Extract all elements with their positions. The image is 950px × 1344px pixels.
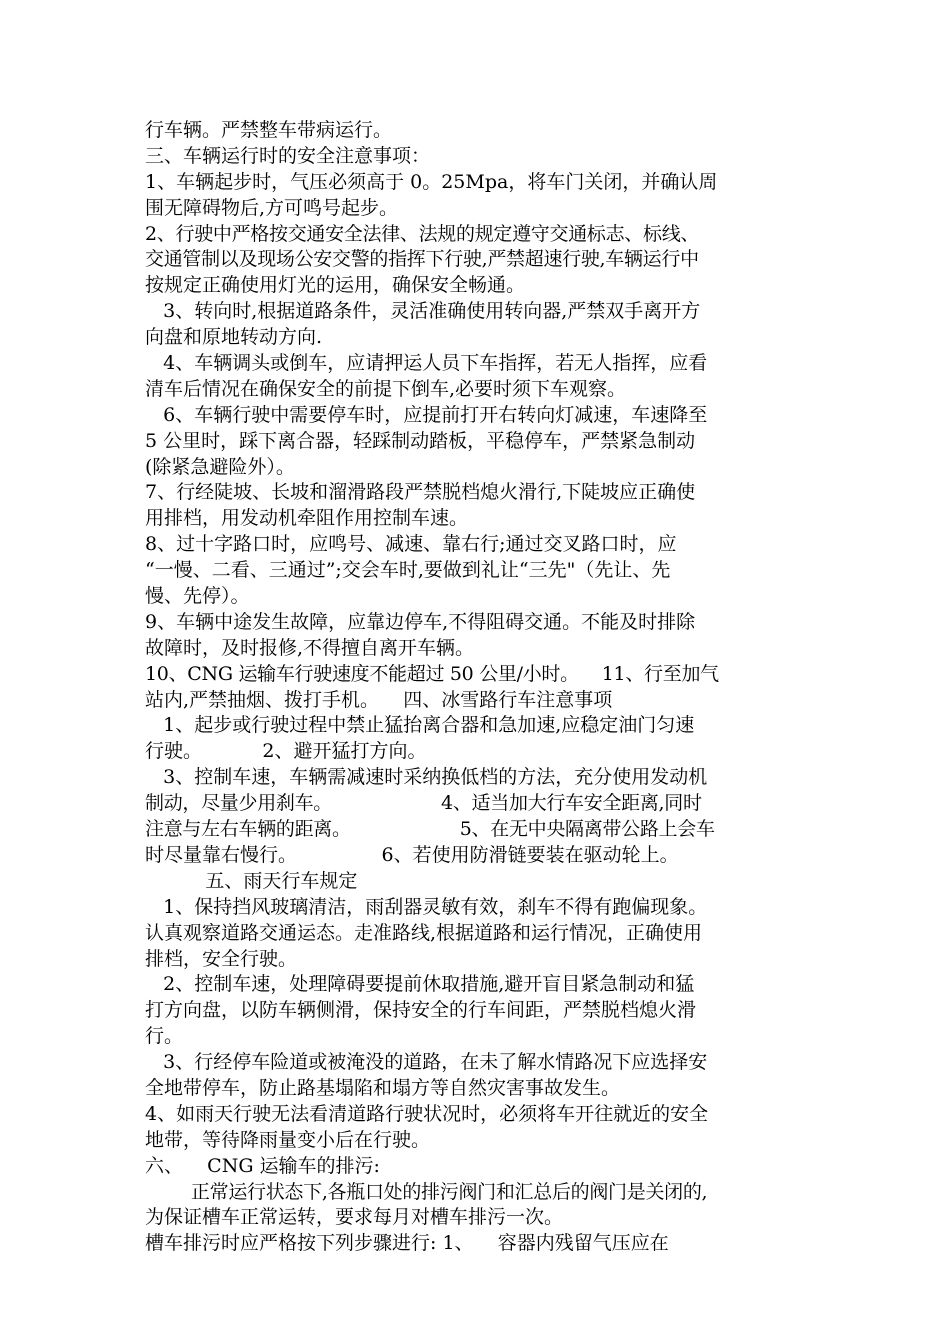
document-body — [145, 118, 810, 1257]
text-line: 向盘和原地转动方向. — [145, 326, 323, 349]
text-line: 9、车辆中途发生故障，应靠边停车,不得阻碍交通。不能及时排除 — [145, 610, 696, 633]
text-line: 时尽量靠右慢行。 6、若使用防滑链要装在驱动轮上。 — [145, 843, 679, 866]
text-line: 7、行经陡坡、长坡和溜滑路段严禁脱档熄火滑行,下陡坡应正确使 — [145, 481, 696, 504]
text-line: 4、如雨天行驶无法看清道路行驶状况时，必须将车开往就近的安全 — [145, 1102, 709, 1125]
text-line: 慢、先停）。 — [145, 585, 250, 608]
text-line: 按规定正确使用灯光的运用，确保安全畅通。 — [145, 274, 526, 297]
text-line: 站内,严禁抽烟、拨打手机。 四、冰雪路行车注意事项 — [145, 688, 613, 711]
text-line: 地带，等待降雨量变小后在行驶。 — [145, 1128, 431, 1151]
text-line: 制动，尽量少用刹车。 4、适当加大行车安全距离,同时 — [145, 792, 702, 815]
text-line: 全地带停车，防止路基塌陷和塌方等自然灾害事故发生。 — [145, 1076, 621, 1099]
text-line: 10、CNG 运输车行驶速度不能超过 50 公里/小时。 11、行至加气 — [145, 662, 719, 685]
text-line: 5 公里时，踩下离合器，轻踩制动踏板，平稳停车，严禁紧急制动 — [145, 429, 696, 452]
text-line: (除紧急避险外）。 — [145, 455, 295, 478]
text-line: 3、控制车速，车辆需减速时采纳换低档的方法，充分使用发动机 — [145, 766, 708, 789]
text-line: 行。 — [145, 1025, 184, 1048]
section-heading: 六、 CNG 运输车的排污: — [145, 1154, 380, 1177]
text-line: 认真观察道路交通运态。走准路线,根据道路和运行情况，正确使用 — [145, 921, 703, 944]
text-line: 槽车排污时应严格按下列步骤进行: 1、 容器内残留气压应在 — [145, 1232, 669, 1255]
text-line: 3、行经停车险道或被淹没的道路，在未了解水情路况下应选择安 — [145, 1051, 708, 1074]
text-line: 正常运行状态下,各瓶口处的排污阀门和汇总后的阀门是关闭的, — [145, 1180, 708, 1203]
text-line: “一慢、二看、三通过”;交会车时,要做到礼让“三先"（先让、先 — [145, 559, 671, 582]
text-line: 清车后情况在确保安全的前提下倒车,必要时须下车观察。 — [145, 377, 627, 400]
text-line: 1、保持挡风玻璃清洁，雨刮器灵敏有效，刹车不得有跑偏现象。 — [145, 895, 708, 918]
text-line: 行车辆。严禁整车带病运行。 — [145, 119, 393, 141]
text-line: 2、行驶中严格按交通安全法律、法规的规定遵守交通标志、标线、 — [145, 222, 700, 245]
text-line: 注意与左右车辆的距离。 5、在无中央隔离带公路上会车 — [145, 818, 715, 841]
text-line: 行驶。 2、避开猛打方向。 — [145, 740, 427, 763]
text-line: 围无障碍物后,方可鸣号起步。 — [145, 196, 399, 219]
text-line: 故障时，及时报修,不得擅自离开车辆。 — [145, 636, 475, 659]
text-line: 8、过十字路口时，应鸣号、减速、靠右行;通过交叉路口时，应 — [145, 533, 677, 556]
text-line: 打方向盘，以防车辆侧滑，保持安全的行车间距，严禁脱档熄火滑 — [145, 999, 697, 1022]
text-line: 3、转向时,根据道路条件，灵活准确使用转向器,严禁双手离开方 — [145, 300, 701, 323]
text-line: 为保证槽车正常运转，要求每月对槽车排污一次。 — [145, 1206, 564, 1229]
text-line: 1、起步或行驶过程中禁止猛抬离合器和急加速,应稳定油门匀速 — [145, 714, 695, 737]
text-line: 2、控制车速，处理障碍要提前休取措施,避开盲目紧急制动和猛 — [145, 973, 695, 996]
text-line: 6、车辆行驶中需要停车时，应提前打开右转向灯减速，车速降至 — [145, 403, 708, 426]
section-heading: 三、车辆运行时的安全注意事项： — [145, 144, 431, 167]
text-line: 1、车辆起步时，气压必须高于 0。25Mpa，将车门关闭，并确认周 — [145, 170, 718, 193]
section-heading: 五、雨天行车规定 — [145, 869, 358, 892]
text-line: 4、车辆调头或倒车，应请押运人员下车指挥，若无人指挥，应看 — [145, 352, 708, 375]
text-line: 交通管制以及现场公安交警的指挥下行驶,严禁超速行驶,车辆运行中 — [145, 248, 699, 271]
text-line: 排档，安全行驶。 — [145, 947, 298, 970]
text-line: 用排档，用发动机牵阻作用控制车速。 — [145, 507, 469, 530]
